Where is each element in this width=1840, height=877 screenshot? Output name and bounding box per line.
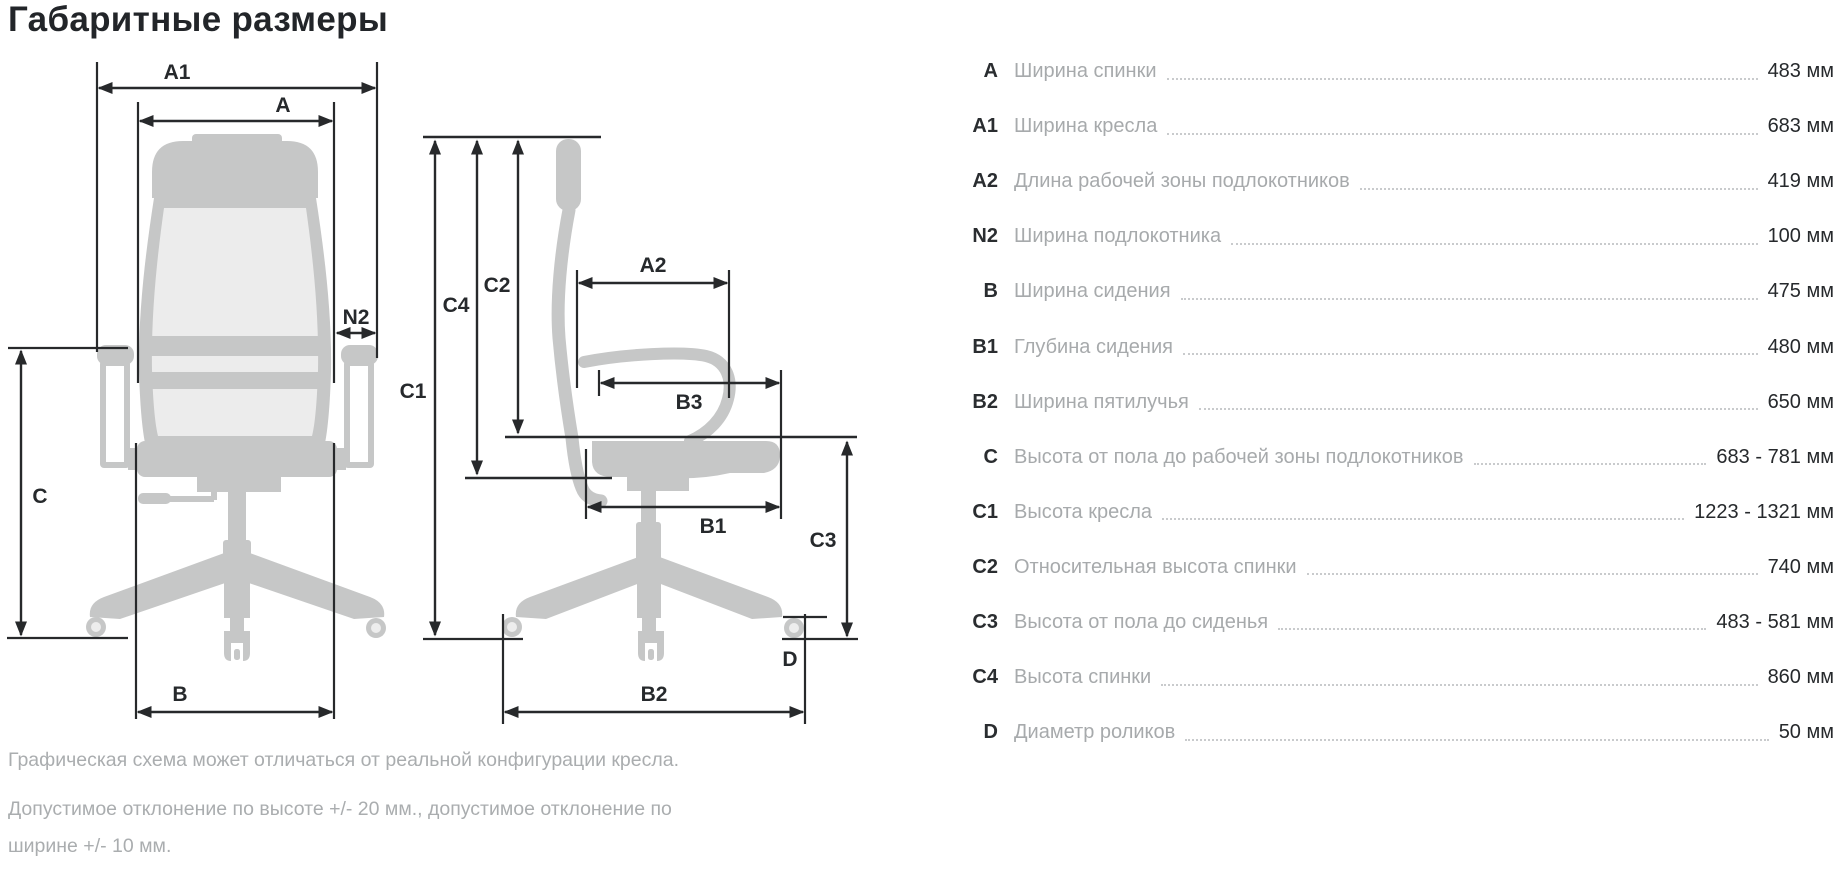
note-tolerance: Допустимое отклонение по высоте +/- 20 мм., допустимое отклонение по ширине +/- 10 мм.: [8, 798, 672, 857]
table-row: [956, 375, 1834, 430]
dimension-value: 419 мм: [1767, 170, 1834, 193]
seat-mechanism: [197, 477, 281, 492]
dotted-leader: [1181, 298, 1758, 300]
caster-wheel-hub: [371, 623, 381, 633]
dimension-value: 100 мм: [1767, 225, 1834, 248]
dimension-letter: C4: [972, 666, 998, 689]
lever-handle: [138, 493, 171, 504]
dimension-c3: [810, 442, 847, 636]
chair-dimensions-diagram: [0, 0, 880, 852]
dotted-leader: [1167, 133, 1757, 135]
dimension-value: 683 мм: [1767, 115, 1834, 138]
dimension-name: Глубина сидения: [1014, 335, 1173, 358]
table-row: [956, 430, 1834, 485]
seat: [137, 441, 337, 477]
headrest-side: [556, 139, 581, 211]
dimension-value: 740 мм: [1767, 555, 1834, 578]
dotted-leader: [1161, 684, 1757, 686]
dimension-c2: [484, 141, 518, 433]
dimension-value: 475 мм: [1767, 280, 1834, 303]
dotted-leader: [1185, 739, 1768, 741]
dotted-leader: [1278, 628, 1706, 630]
dimension-name: Ширина кресла: [1014, 115, 1158, 138]
dimension-letter: C: [983, 445, 998, 468]
table-row: [956, 209, 1834, 264]
dimension-value: 860 мм: [1767, 666, 1834, 689]
dimension-label-c4: C4: [442, 294, 470, 317]
footnotes: [8, 742, 708, 877]
dimension-name: Длина рабочей зоны подлокотников: [1014, 170, 1350, 193]
dotted-leader: [1360, 188, 1758, 190]
table-row: [956, 595, 1834, 650]
caster-wheel-hub: [91, 622, 101, 632]
dimension-value: 480 мм: [1767, 335, 1834, 358]
dimension-label-c: C: [32, 485, 48, 508]
caster-wheel-hub: [789, 623, 799, 633]
dimension-letter: D: [983, 721, 998, 744]
armrest-side: [584, 354, 730, 441]
dimension-c1: [400, 141, 435, 635]
headrest: [152, 141, 318, 206]
base-leg-left: [516, 556, 645, 619]
dimension-label-d: D: [782, 648, 798, 671]
note-schema-disclaimer: Графическая схема может отличаться от реальной конфигурации кресла.: [8, 749, 680, 771]
table-row: [956, 154, 1834, 209]
dimension-name: Высота от пола до рабочей зоны подлокотников: [1014, 445, 1464, 468]
table-row: [956, 99, 1834, 154]
dimension-name: Ширина пятилучья: [1014, 390, 1189, 413]
lever-hook: [211, 482, 217, 500]
dimension-letter: C3: [972, 610, 998, 633]
lever-rod: [168, 496, 214, 502]
dimension-name: Высота спинки: [1014, 666, 1152, 689]
dimension-label-c2: C2: [483, 274, 511, 297]
dimension-value: 50 мм: [1778, 721, 1834, 744]
lumbar-band: [141, 336, 329, 356]
table-row: [956, 650, 1834, 705]
dimension-name: Ширина подлокотника: [1014, 225, 1222, 248]
base-leg-left: [90, 552, 231, 619]
base-leg-right: [653, 556, 782, 619]
base-column: [224, 552, 250, 618]
dimension-label-n2: N2: [342, 306, 370, 329]
dimension-label-a: A: [275, 94, 291, 117]
armrest-bracket-right: [330, 448, 346, 470]
front-caster-pin: [234, 649, 240, 660]
side-view-chair: [502, 139, 804, 661]
dimension-n2: [337, 306, 375, 333]
base-stem: [230, 617, 244, 633]
dotted-leader: [1307, 573, 1758, 575]
table-row: [956, 319, 1834, 374]
dotted-leader: [1183, 353, 1758, 355]
dimension-label-c1: C1: [399, 380, 427, 403]
dimension-label-b3: B3: [675, 391, 703, 414]
dimension-name: Ширина сидения: [1014, 280, 1171, 303]
dimension-name: Диаметр роликов: [1014, 721, 1176, 744]
dimension-name: Высота кресла: [1014, 500, 1153, 523]
base-leg-right: [243, 552, 384, 619]
dimension-label-a1: A1: [163, 61, 191, 84]
dimension-letter: A: [983, 60, 998, 83]
dotted-leader: [1474, 463, 1707, 465]
dimension-value: 650 мм: [1767, 390, 1834, 413]
base-stem: [642, 617, 656, 633]
dimension-name: Ширина спинки: [1014, 60, 1157, 83]
dimension-label-b1: B1: [699, 515, 727, 538]
table-row: [956, 540, 1834, 595]
dimension-letter: N2: [972, 225, 998, 248]
dimension-letter: A2: [972, 170, 998, 193]
dimension-letter: C1: [972, 500, 998, 523]
backrest-mesh: [152, 208, 318, 436]
seat-side: [592, 441, 780, 478]
dimension-letter: C2: [972, 555, 998, 578]
dotted-leader: [1162, 518, 1684, 520]
dimension-value: 1223 - 1321 мм: [1694, 500, 1834, 523]
lumbar-band: [140, 372, 330, 389]
dimension-letter: A1: [972, 115, 998, 138]
seat-mechanism: [627, 477, 689, 491]
table-row: [956, 705, 1834, 760]
table-row: [956, 485, 1834, 540]
front-caster-pin: [648, 649, 654, 660]
dimension-value: 483 мм: [1767, 60, 1834, 83]
dimension-name: Высота от пола до сиденья: [1014, 610, 1269, 633]
dimension-letter: B1: [972, 335, 998, 358]
dotted-leader: [1199, 408, 1758, 410]
dimension-name: Относительная высота спинки: [1014, 555, 1297, 578]
caster-wheel-hub: [507, 622, 517, 632]
dimension-c4: [443, 141, 477, 474]
dimension-label-b2: B2: [640, 683, 668, 706]
dimension-letter: B2: [972, 390, 998, 413]
dimension-value: 483 - 581 мм: [1716, 610, 1834, 633]
base-column: [637, 552, 661, 618]
front-view-chair: [86, 134, 386, 661]
page-title: Габаритные размеры: [8, 0, 389, 39]
gas-lift: [228, 492, 246, 542]
dimension-label-b: B: [172, 683, 188, 706]
dotted-leader: [1167, 78, 1758, 80]
dimension-label-c3: C3: [809, 529, 837, 552]
table-row: [956, 44, 1834, 99]
dimension-value: 683 - 781 мм: [1716, 445, 1834, 468]
dimension-letter: B: [983, 280, 998, 303]
dimensions-table: [956, 44, 1834, 760]
dimension-label-a2: A2: [639, 254, 667, 277]
dotted-leader: [1231, 243, 1757, 245]
table-row: [956, 264, 1834, 319]
